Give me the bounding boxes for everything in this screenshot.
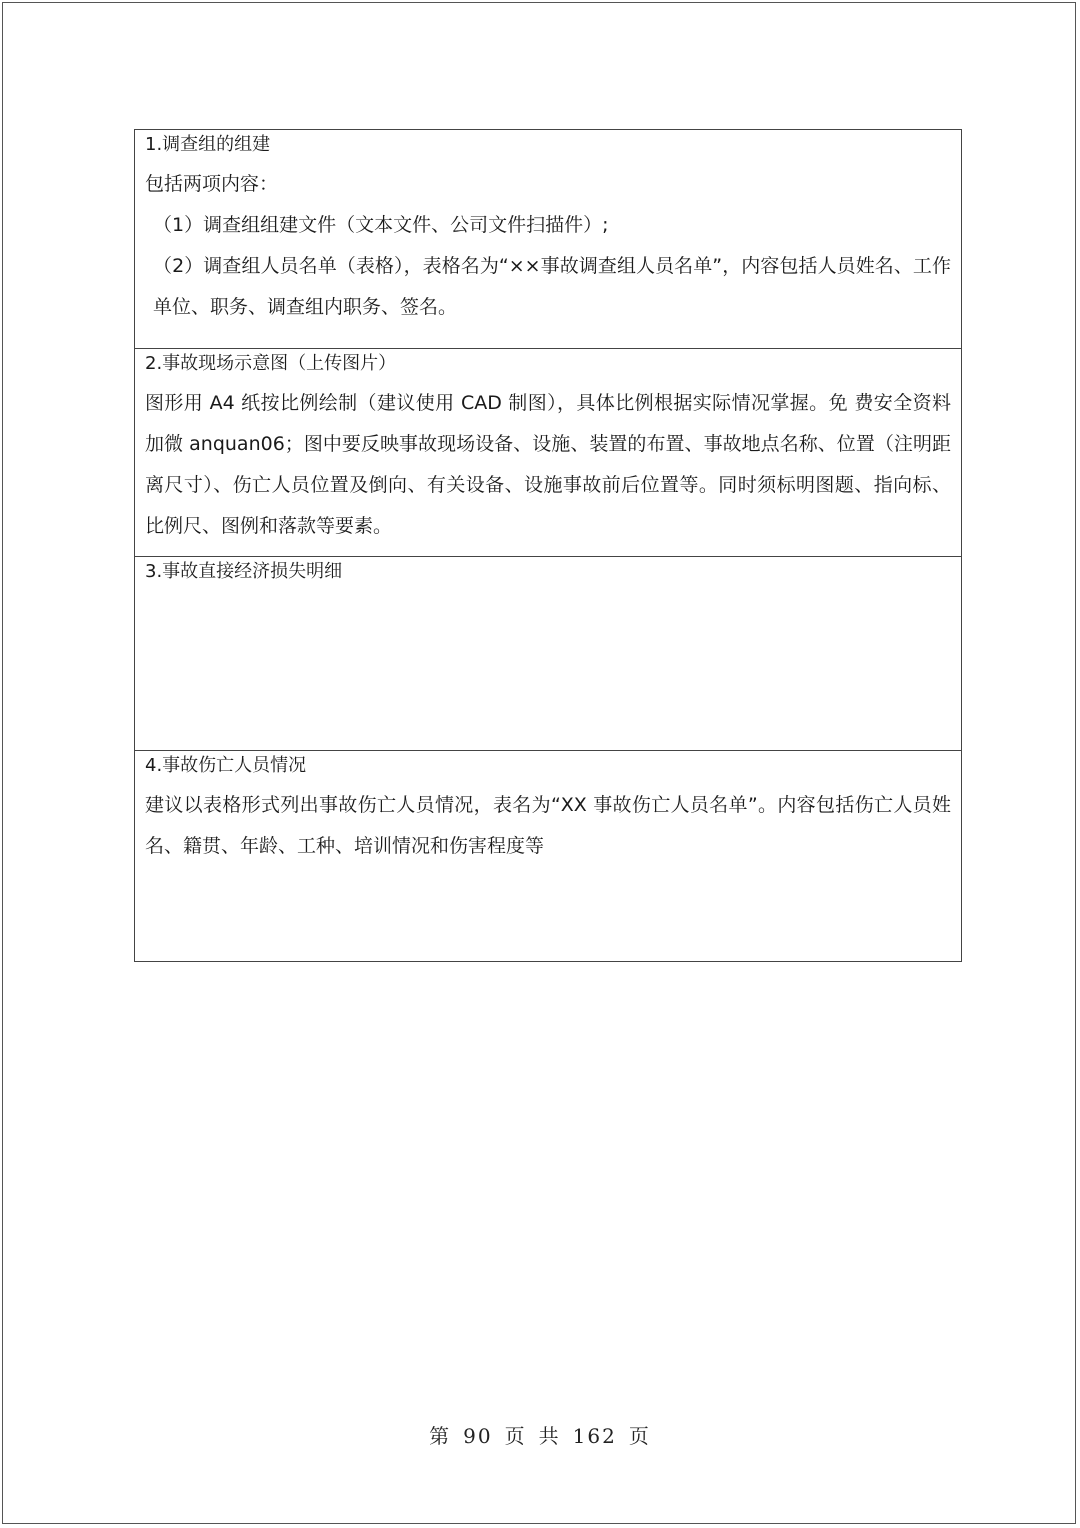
section-title: 2.事故现场示意图（上传图片） <box>145 353 397 374</box>
section-cell <box>135 349 962 557</box>
section-investigation-team <box>135 130 962 349</box>
section-title: 4.事故伤亡人员情况 <box>145 755 307 776</box>
page-number-footer <box>0 1420 1080 1449</box>
section-scene-diagram <box>135 349 962 557</box>
footer-current-page: 90 <box>463 1424 493 1448</box>
section-cell <box>135 751 962 962</box>
section-line: 包括两项内容： <box>145 173 279 195</box>
section-line: 图形用 A4 纸按比例绘制（建议使用 CAD 制图），具体比例根据实际情况掌握。免 费安全资料加微 anquan06；图中要反映事故现场设备、设施、装置的布置、事故地点名称、位置（注明距离尺寸）、伤亡人员位置及倒向、有关设备、设施事故前后位置等。同时须标明图题、指向标、比例尺、图例和落款等要素。 <box>145 392 951 537</box>
section-line: （1）调查组组建文件（文本文件、公司文件扫描件）; <box>153 214 609 236</box>
section-casualties <box>135 751 962 962</box>
section-economic-loss <box>135 557 962 751</box>
footer-total-word: 共 <box>538 1424 561 1448</box>
section-line: 建议以表格形式列出事故伤亡人员情况，表名为“XX 事故伤亡人员名单”。内容包括伤亡人员姓名、籍贯、年龄、工种、培训情况和伤害程度等 <box>145 794 951 857</box>
section-cell <box>135 130 962 349</box>
section-cell <box>135 557 962 751</box>
footer-total-pages: 162 <box>572 1424 617 1448</box>
section-title: 1.调查组的组建 <box>145 134 271 155</box>
form-table <box>134 129 962 962</box>
footer-prefix: 第 <box>429 1424 452 1448</box>
section-line: （2）调查组人员名单（表格），表格名为“××事故调查组人员名单”，内容包括人员姓名、工作单位、职务、调查组内职务、签名。 <box>153 255 951 318</box>
footer-suffix: 页 <box>628 1424 651 1448</box>
footer-page-word: 页 <box>504 1424 527 1448</box>
section-title: 3.事故直接经济损失明细 <box>145 561 343 582</box>
